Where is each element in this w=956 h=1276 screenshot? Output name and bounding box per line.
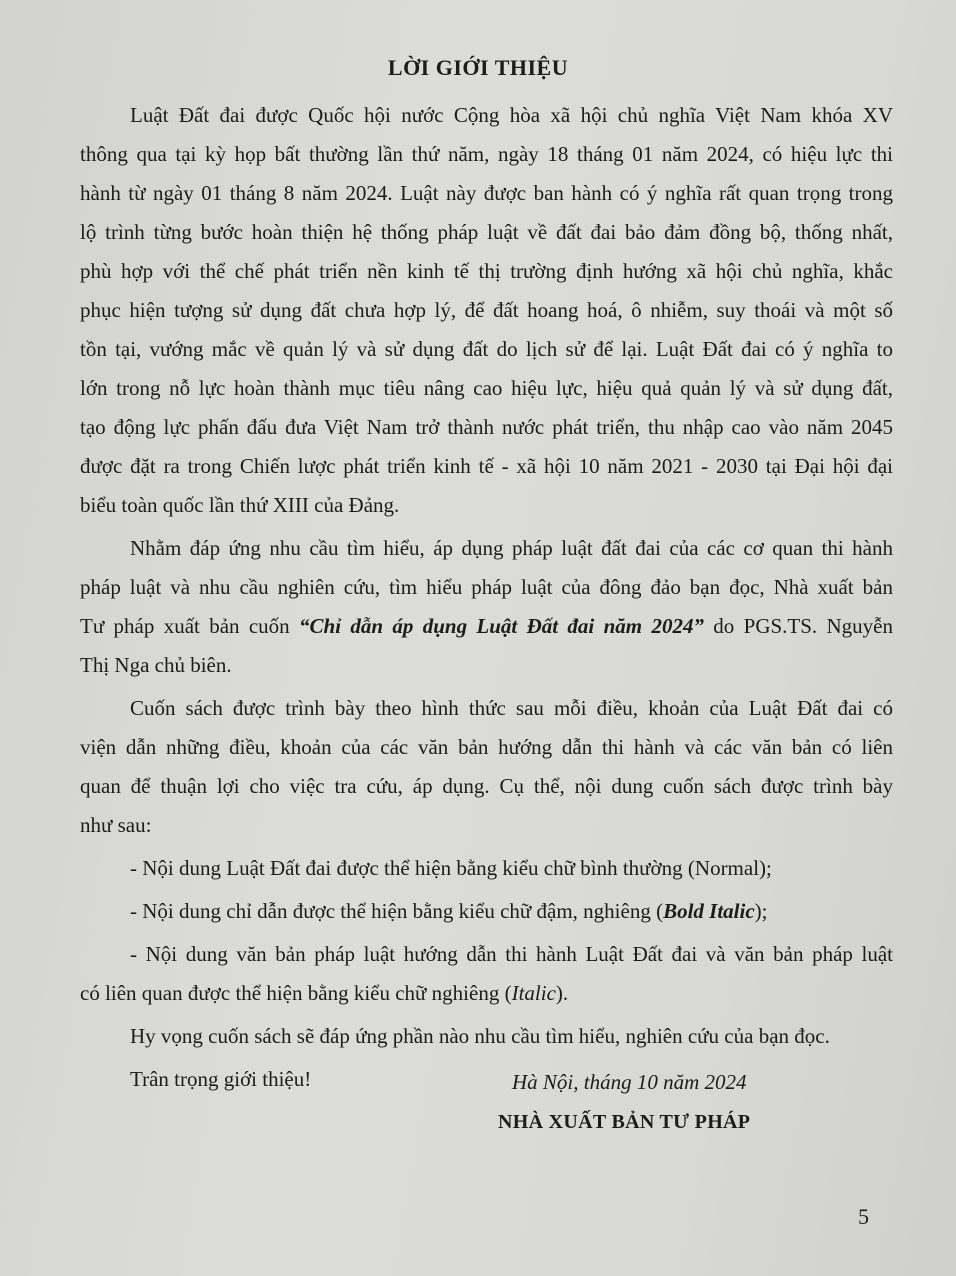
text-line <box>80 892 893 931</box>
text-line: thông qua tại kỳ họp bất thường lần thứ năm, ngày 18 tháng 01 năm 2024, có hiệu lực thi <box>80 142 893 166</box>
text-segment: ); <box>754 899 768 923</box>
text-line: Cuốn sách được trình bày theo hình thức sau mỗi điều, khoản của Luật Đất đai có <box>130 696 893 720</box>
bold-italic-text: “Chỉ dẫn áp dụng Luật Đất đai năm 2024” <box>299 614 704 638</box>
text-line: lộ trình từng bước hoàn thiện hệ thống pháp luật về đất đai bảo đảm đồng bộ, thống nhất, <box>80 220 893 244</box>
page-title: LỜI GIỚI THIỆU <box>387 55 569 80</box>
signature-place-date: Hà Nội, tháng 10 năm 2024 <box>512 1070 747 1094</box>
text-line: Luật Đất đai được Quốc hội nước Cộng hòa xã hội chủ nghĩa Việt Nam khóa XV <box>130 103 893 127</box>
text-line: phục hiện tượng sử dụng đất chưa hợp lý, để đất hoang hoá, ô nhiễm, suy thoái và một số <box>80 298 893 322</box>
text-line <box>80 974 893 1013</box>
text-line: - Nội dung Luật Đất đai được thể hiện bằng kiểu chữ bình thường (Normal); <box>130 856 772 880</box>
text-line: Nhằm đáp ứng nhu cầu tìm hiểu, áp dụng pháp luật đất đai của các cơ quan thi hành <box>130 536 893 560</box>
document-body <box>80 96 893 1103</box>
text-line: biểu toàn quốc lần thứ XIII của Đảng. <box>80 493 400 517</box>
text-line: quan để thuận lợi cho việc tra cứu, áp dụng. Cụ thể, nội dung cuốn sách được trình bày <box>80 774 893 798</box>
paragraph <box>80 529 893 685</box>
text-line: - Nội dung văn bản pháp luật hướng dẫn thi hành Luật Đất đai và văn bản pháp luật <box>130 942 893 966</box>
text-line: được đặt ra trong Chiến lược phát triển kinh tế - xã hội 10 năm 2021 - 2030 tại Đại hội đại <box>80 454 893 478</box>
paragraph <box>80 1017 893 1056</box>
paragraph <box>80 849 893 888</box>
text-line: pháp luật và nhu cầu nghiên cứu, tìm hiểu pháp luật của đông đảo bạn đọc, Nhà xuất bản <box>80 575 893 599</box>
text-line: Thị Nga chủ biên. <box>80 653 232 677</box>
text-segment: do PGS.TS. Nguyễn <box>703 614 893 638</box>
text-line: tồn tại, vướng mắc về quản lý và sử dụng đất do lịch sử để lại. Luật Đất đai có ý nghĩa to <box>80 337 893 361</box>
italic-text: Italic <box>511 981 556 1005</box>
paragraph <box>80 1060 893 1099</box>
text-line: lớn trong nỗ lực hoàn thành mục tiêu nâng cao hiệu lực, hiệu quả quản lý và sử dụng đất, <box>80 376 893 400</box>
text-line: viện dẫn những điều, khoản của các văn bản hướng dẫn thi hành và các văn bản có liên <box>80 735 893 759</box>
text-segment: có liên quan được thể hiện bằng kiểu chữ nghiêng ( <box>80 981 512 1005</box>
text-line: Hy vọng cuốn sách sẽ đáp ứng phần nào nhu cầu tìm hiểu, nghiên cứu của bạn đọc. <box>130 1024 830 1048</box>
text-segment: - Nội dung chỉ dẫn được thể hiện bằng kiểu chữ đậm, nghiêng ( <box>130 899 664 923</box>
text-line: tạo động lực phấn đấu đưa Việt Nam trở thành nước phát triển, thu nhập cao vào năm 2045 <box>80 415 893 439</box>
page-number: 5 <box>858 1204 869 1229</box>
text-line: như sau: <box>80 813 152 837</box>
text-segment: Tư pháp xuất bản cuốn <box>80 614 300 638</box>
text-line: phù hợp với thể chế phát triển nền kinh tế thị trường định hướng xã hội chủ nghĩa, khắc <box>80 259 893 283</box>
signature-publisher: NHÀ XUẤT BẢN TƯ PHÁP <box>498 1111 751 1133</box>
paragraph <box>80 935 893 1013</box>
text-line <box>80 607 893 646</box>
paragraph <box>80 96 893 525</box>
bold-italic-text: Bold Italic <box>663 899 755 923</box>
text-line: Trân trọng giới thiệu! <box>130 1067 312 1091</box>
paragraph <box>80 892 893 931</box>
text-line: hành từ ngày 01 tháng 8 năm 2024. Luật này được ban hành có ý nghĩa rất quan trọng trong <box>80 181 893 205</box>
paragraph <box>80 689 893 845</box>
text-segment: ). <box>555 981 569 1005</box>
